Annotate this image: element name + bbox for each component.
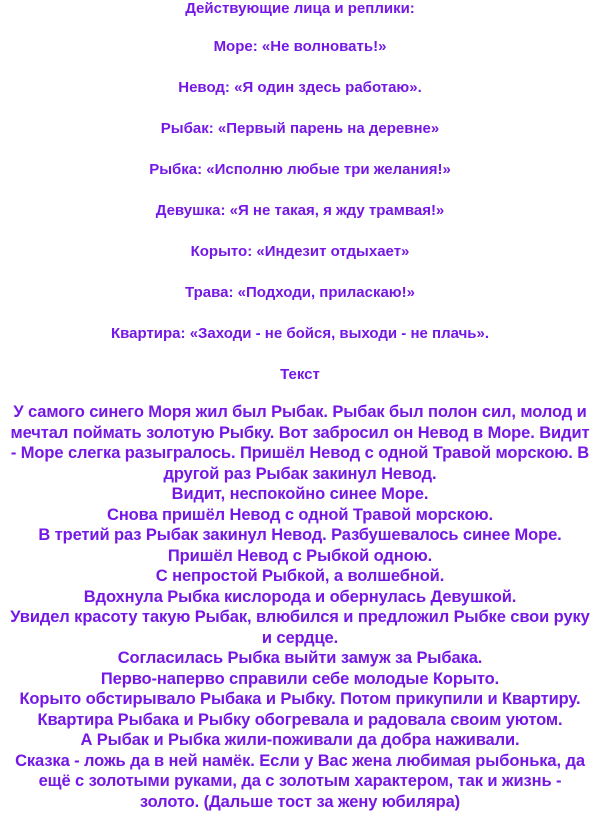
story-line: ещё с золотыми руками, да с золотым характером, так и жизнь - <box>38 772 562 790</box>
story-line: Снова пришёл Невод с одной Травой морскою. <box>107 505 493 524</box>
story-line: Пришёл Невод с Рыбкой одною. <box>167 546 433 565</box>
story-text <box>0 402 600 812</box>
story-line: - Море слегка разыгралось. Пришёл Невод с одной Травой морскою. В <box>10 444 590 462</box>
story-line: золото. (Дальше тост за жену юбиляра) <box>139 792 461 811</box>
story-line: В третий раз Рыбак закинул Невод. Разбушевалось синее Море. <box>38 526 562 544</box>
role-line: Рыбка: «Исполню любые три желания!» <box>149 161 451 178</box>
story-line: другой раз Рыбак закинул Невод. <box>163 464 437 483</box>
role-line: Корыто: «Индезит отдыхает» <box>190 243 410 260</box>
role-line: Квартира: «Заходи - не бойся, выходи - не плачь». <box>110 325 490 342</box>
story-line: Видит, неспокойно синее Море. <box>171 485 429 503</box>
story-line: Вдохнула Рыбка кислорода и обернулась Девушкой. <box>83 587 517 606</box>
story-line: С непростой Рыбкой, а волшебной. <box>155 567 445 585</box>
story-line: и сердце. <box>261 628 339 647</box>
story-line: Корыто обстирывало Рыбака и Рыбку. Потом прикупили и Квартиру. <box>19 690 581 708</box>
role-line: Девушка: «Я не такая, я жду трамвая!» <box>155 202 445 219</box>
story-line: мечтал поймать золотую Рыбку. Вот забросил он Невод в Море. Видит <box>10 423 590 442</box>
role-line: Невод: «Я один здесь работаю». <box>178 79 422 96</box>
roles-list <box>0 38 600 343</box>
role-line: Рыбак: «Первый парень на деревне» <box>160 120 440 137</box>
role-line: Море: «Не волновать!» <box>213 38 387 55</box>
story-line: Перво-наперво справили себе молодые Корыто. <box>100 669 500 688</box>
story-line: Сказка - ложь да в ней намёк. Если у Вас жена любимая рыбонька, да <box>15 751 585 770</box>
text-heading: Текст <box>280 366 320 383</box>
story-line: А Рыбак и Рыбка жили-поживали да добра наживали. <box>80 731 520 749</box>
role-line: Трава: «Подходи, приласкаю!» <box>185 284 415 301</box>
story-line: У самого синего Моря жил был Рыбак. Рыбак был полон сил, молод и <box>13 403 587 421</box>
story-line: Квартира Рыбака и Рыбку обогревала и радовала своим уютом. <box>37 710 563 729</box>
story-line: Согласилась Рыбка выйти замуж за Рыбака. <box>117 649 483 667</box>
story-line: Увидел красоту такую Рыбак, влюбился и предложил Рыбке свои руку <box>10 608 590 626</box>
roles-heading: Действующие лица и реплики: <box>185 0 415 17</box>
